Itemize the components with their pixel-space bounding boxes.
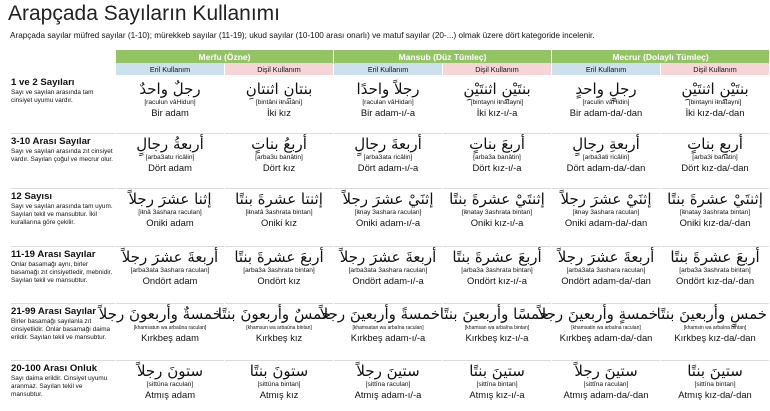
- row-description: Sayı ve sayılan arasında tam cinsiyet uyumu vardır.: [11, 89, 94, 104]
- translation: Dört kız-ı/-a: [472, 162, 522, 173]
- translation: Bir adam-ı/-a: [360, 107, 416, 118]
- arabic-text: خمسةً وأربعينَ رجلاً: [319, 305, 441, 323]
- table-cell: [443, 247, 551, 304]
- table-cell: [116, 75, 224, 134]
- row-title: 3-10 Arası Sayılar: [11, 136, 91, 147]
- translation: Atmış kız-da/-dan: [678, 389, 752, 400]
- row-title: 20-100 Arası Onluk: [11, 363, 98, 374]
- translation: Atmış adam-ı/-a: [354, 389, 422, 400]
- table-cell: [661, 247, 769, 304]
- row-title: 1 ve 2 Sayıları: [11, 77, 75, 88]
- transliteration: [khamsatun wa arbaûna raculan]: [133, 325, 207, 331]
- arabic-text: أربعةَ عشرَ رجلاً: [339, 248, 437, 266]
- header-masc: Eril Kullanım: [334, 63, 442, 75]
- transliteration: [iŧnay 3ashara raculan]: [572, 209, 640, 216]
- table-cell: [334, 134, 442, 189]
- arabic-text: ستينَ بنتًا: [469, 362, 525, 380]
- table-cell: [225, 134, 333, 189]
- table-row: [11, 304, 769, 361]
- transliteration: [arba3u banâtin]: [255, 154, 303, 161]
- table-cell: [552, 75, 660, 134]
- translation: Dört adam-ı/-a: [357, 162, 419, 173]
- translation: Oniki adam-da/-dan: [564, 217, 648, 228]
- header-corner-2: [11, 63, 115, 75]
- transliteration: [bintâni iŧnatâni]: [255, 99, 303, 106]
- translation: Oniki kız-ı/-a: [470, 217, 524, 228]
- row-description: Sayı ve sayılan arasında zıt cinsiyet vardır. Sayılan çoğul ve mecrur olur.: [11, 148, 113, 163]
- table-cell: [334, 189, 442, 247]
- arabic-text: رجلٌ واحدٌ: [139, 80, 201, 98]
- row-description: Sayı ve sayılan arasında tam uyum. Sayılan tekil ve mansubtur. İkil kurallarına göre çekilir.: [11, 203, 113, 226]
- arabic-text: ستينَ بنتًا: [687, 362, 743, 380]
- arabic-text: ستونَ بنتًا: [249, 362, 309, 380]
- transliteration: [khamsan wa arbaîna bintan]: [464, 325, 530, 331]
- arabic-text: رجلٍ واحدٍ: [575, 80, 637, 98]
- translation: Ondört adam-da/-dan: [561, 275, 651, 286]
- arabic-text: خمسٍ وأربعينَ بنتًا: [656, 305, 768, 323]
- arabic-text: ستونَ رجلاً: [136, 362, 204, 380]
- translation: Ondört adam: [142, 275, 198, 286]
- translation: Ondört kız: [257, 275, 301, 286]
- arabic-text: بنتَيْنِ اثنتَيْنِ: [463, 80, 531, 98]
- row-description: Onlar basamağı aynı, birler basamağı zıt cinsiyettedir, mebnidir. Sayılan tekil ve mansubtur.: [11, 261, 113, 284]
- arabic-text: إثنَيْ عشرَ رجلاً: [342, 190, 434, 208]
- table-cell: [225, 189, 333, 247]
- transliteration: [arba3a 3ashrata bintan]: [679, 267, 751, 274]
- arabic-text: أربعَ عشرةَ بنتًا: [234, 248, 324, 266]
- row-description: Birler basamağı sayılanla zıt cinsiyetlidir. Onlar basamağı daima erildir. Sayılan tekil ve mansubtur.: [11, 318, 111, 341]
- table-cell: [661, 75, 769, 134]
- table-cell: [225, 361, 333, 411]
- table-cell: [552, 189, 660, 247]
- table-cell: [443, 75, 551, 134]
- transliteration: [arba3a 3ashrata bintan]: [243, 267, 315, 274]
- transliteration: [iŧnatay 3ashrata bintan]: [461, 209, 533, 216]
- arabic-text: خمسةٌ وأربعونَ رجلاً: [98, 305, 222, 323]
- transliteration: [bintayni iŧnatayni]: [470, 99, 524, 106]
- table-cell: [334, 247, 442, 304]
- transliteration: [raculin vâHidin]: [582, 99, 630, 106]
- arabic-text: رجلاً واحدًا: [356, 80, 420, 98]
- table-row: [11, 189, 769, 247]
- translation: Kırkbeş adam: [141, 332, 199, 343]
- table-cell: [552, 247, 660, 304]
- transliteration: [sittîna bintan]: [694, 381, 736, 388]
- transliteration: [khamsin wa arbaîna bintan]: [683, 325, 747, 331]
- translation: Oniki kız: [261, 217, 297, 228]
- row-title: 11-19 Arası Sayılar: [11, 249, 96, 260]
- arabic-text: ستينَ رجلاً: [356, 362, 420, 380]
- translation: Dört adam: [148, 162, 192, 173]
- header-group-mecrur: Mecrur (Dolaylı Tümleç): [552, 50, 769, 63]
- numbers-table: [10, 50, 770, 411]
- transliteration: [iŧnatay 3ashrata bintan]: [679, 209, 751, 216]
- header-group-mansub: Mansub (Düz Tümleç): [334, 50, 551, 63]
- translation: İki kız: [267, 107, 291, 118]
- transliteration: [arba3ata 3ashara raculan]: [348, 267, 428, 274]
- table-cell: [319, 304, 442, 361]
- transliteration: [sittîna raculan]: [583, 381, 629, 388]
- header-masc: Eril Kullanım: [552, 63, 660, 75]
- transliteration: [arba3i banâtin]: [692, 154, 738, 161]
- arabic-text: أربعِ بناتٍ: [687, 135, 743, 153]
- row-title: 12 Sayısı: [11, 191, 53, 202]
- arabic-text: أربعَ بناتٍ: [469, 135, 525, 153]
- table-row: [11, 247, 769, 304]
- row-label: [11, 361, 115, 411]
- table-cell: [661, 361, 769, 411]
- translation: Kırkbeş kız-ı/-a: [465, 332, 529, 343]
- table-cell: [656, 304, 769, 361]
- table-cell: [225, 247, 333, 304]
- table-cell: [116, 134, 224, 189]
- header-corner: [11, 50, 115, 63]
- table-cell: [334, 361, 442, 411]
- row-label: [11, 75, 115, 134]
- transliteration: [sittîna bintan]: [476, 381, 518, 388]
- translation: Kırkbeş adam-da/-dan: [559, 332, 653, 343]
- table-cell: [537, 304, 660, 361]
- translation: İki kız-da/-dan: [685, 107, 745, 118]
- arabic-text: بنتانِ اثنتانِ: [245, 80, 313, 98]
- translation: Ondört adam-ı/-a: [352, 275, 424, 286]
- header-group-merfu: Merfu (Özne): [116, 50, 333, 63]
- row-label: [11, 247, 115, 304]
- transliteration: [khamsun wa arbaûna bintan]: [246, 325, 312, 331]
- transliteration: [sittûna raculan]: [146, 381, 194, 388]
- translation: Atmış kız-ı/-a: [469, 389, 525, 400]
- translation: Dört kız: [262, 162, 296, 173]
- arabic-text: ستينَ رجلاً: [574, 362, 638, 380]
- translation: Kırkbeş kız-da/-dan: [674, 332, 756, 343]
- translation: Oniki kız-da/-dan: [679, 217, 751, 228]
- translation: Oniki adam-ı/-a: [355, 217, 421, 228]
- header-masc: Eril Kullanım: [116, 63, 224, 75]
- table-cell: [552, 361, 660, 411]
- table-cell: [661, 189, 769, 247]
- arabic-text: أربعةُ رجالٍ: [136, 135, 204, 153]
- arabic-text: إثنتَيْ عشرةَ بنتًا: [449, 190, 545, 208]
- table-row: [11, 361, 769, 411]
- translation: Kırkbeş adam-ı/-a: [350, 332, 426, 343]
- transliteration: [sittûna bintan]: [257, 381, 301, 388]
- row-label: [11, 189, 115, 247]
- translation: Atmış adam: [144, 389, 195, 400]
- translation: Dört adam-da/-dan: [566, 162, 646, 173]
- translation: Ondört kız-da/-dan: [675, 275, 755, 286]
- table-cell: [98, 304, 224, 361]
- table-cell: [661, 134, 769, 189]
- translation: Bir adam: [151, 107, 189, 118]
- transliteration: [arba3atu ricâlin]: [145, 154, 195, 161]
- transliteration: [raculan vâHidan]: [362, 99, 414, 106]
- translation: Ondört kız-ı/-a: [467, 275, 527, 286]
- table-cell: [116, 247, 224, 304]
- transliteration: [khamsatan wa arbaîna raculan]: [352, 325, 424, 331]
- transliteration: [khamsatin wa arbaîna raculan]: [571, 325, 641, 331]
- transliteration: [raculun vâHidun]: [144, 99, 196, 106]
- arabic-text: إثنتا عشرةَ بنتًا: [235, 190, 323, 208]
- arabic-text: خمسًا وأربعينَ بنتًا: [439, 305, 550, 323]
- row-description: Sayı daima erildir. Cinsiyet uyumu aranmaz. Sayılan tekil ve mansubtur.: [11, 375, 108, 398]
- arabic-text: أربعُ بناتٍ: [251, 135, 307, 153]
- arabic-text: بنتَيْنِ اثنتَيْنِ: [681, 80, 749, 98]
- page-title: Arapçada Sayıların Kullanımı: [8, 2, 280, 25]
- arabic-text: إثنتَيْ عشرةَ بنتًا: [667, 190, 763, 208]
- translation: Atmış adam-da/-dan: [563, 389, 649, 400]
- arabic-text: خمسٌ وأربعونَ بنتًا: [217, 305, 332, 323]
- table-cell: [439, 304, 551, 361]
- table-cell: [116, 189, 224, 247]
- transliteration: [bintayni iŧnatayni]: [688, 99, 742, 106]
- translation: Dört kız-da/-dan: [681, 162, 749, 173]
- table-cell: [217, 304, 333, 361]
- translation: Oniki adam: [146, 217, 194, 228]
- table-cell: [552, 134, 660, 189]
- translation: Kırkbeş kız: [255, 332, 303, 343]
- arabic-text: أربعةَ عشرَ رجلاً: [557, 248, 655, 266]
- table-cell: [334, 75, 442, 134]
- page-subtitle: Arapçada sayılar müfred sayılar (1-10); mürekkeb sayılar (11-19); ukud sayılar (10-100 arası onarlı) ve matuf sayılar (20-...) olmak üzere dört kategoride incelenir.: [10, 31, 595, 40]
- arabic-text: أربعةِ رجالٍ: [572, 135, 640, 153]
- row-label: [11, 134, 115, 189]
- transliteration: [sittîna raculan]: [365, 381, 411, 388]
- header-fem: Dişil Kullanım: [443, 63, 551, 75]
- translation: Atmış kız: [259, 389, 299, 400]
- translation: İki kız-ı/-a: [476, 107, 518, 118]
- header-fem: Dişil Kullanım: [661, 63, 769, 75]
- arabic-text: أربعَ عشرةَ بنتًا: [670, 248, 760, 266]
- table-cell: [225, 75, 333, 134]
- translation: Bir adam-da/-dan: [569, 107, 643, 118]
- transliteration: [iŧnay 3ashara raculan]: [354, 209, 422, 216]
- table-row: [11, 75, 769, 134]
- arabic-text: خمسةٍ وأربعينَ رجلاً: [537, 305, 659, 323]
- header-fem: Dişil Kullanım: [225, 63, 333, 75]
- transliteration: [arba3ati ricâlin]: [582, 154, 630, 161]
- arabic-text: أربعَ عشرةَ بنتًا: [452, 248, 542, 266]
- transliteration: [arba3ata ricâlin]: [363, 154, 413, 161]
- table-cell: [443, 189, 551, 247]
- arabic-text: إثنَيْ عشرَ رجلاً: [560, 190, 652, 208]
- arabic-text: أربعةَ رجالٍ: [354, 135, 422, 153]
- table-cell: [443, 134, 551, 189]
- table-cell: [443, 361, 551, 411]
- transliteration: [arba3a banâtin]: [473, 154, 521, 161]
- transliteration: [arba3ata 3ashara raculan]: [130, 267, 210, 274]
- arabic-text: أربعةَ عشرَ رجلاً: [121, 248, 219, 266]
- transliteration: [iŧnâ 3ashara raculan]: [138, 209, 202, 216]
- transliteration: [iŧnatâ 3ashrata bintan]: [245, 209, 313, 216]
- arabic-text: إثنا عشرَ رجلاً: [128, 190, 212, 208]
- transliteration: [arba3ata 3ashara raculan]: [566, 267, 646, 274]
- row-title: 21-99 Arası Sayılar: [11, 306, 96, 317]
- table-cell: [116, 361, 224, 411]
- table-row: [11, 134, 769, 189]
- transliteration: [arba3a 3ashrata bintan]: [461, 267, 533, 274]
